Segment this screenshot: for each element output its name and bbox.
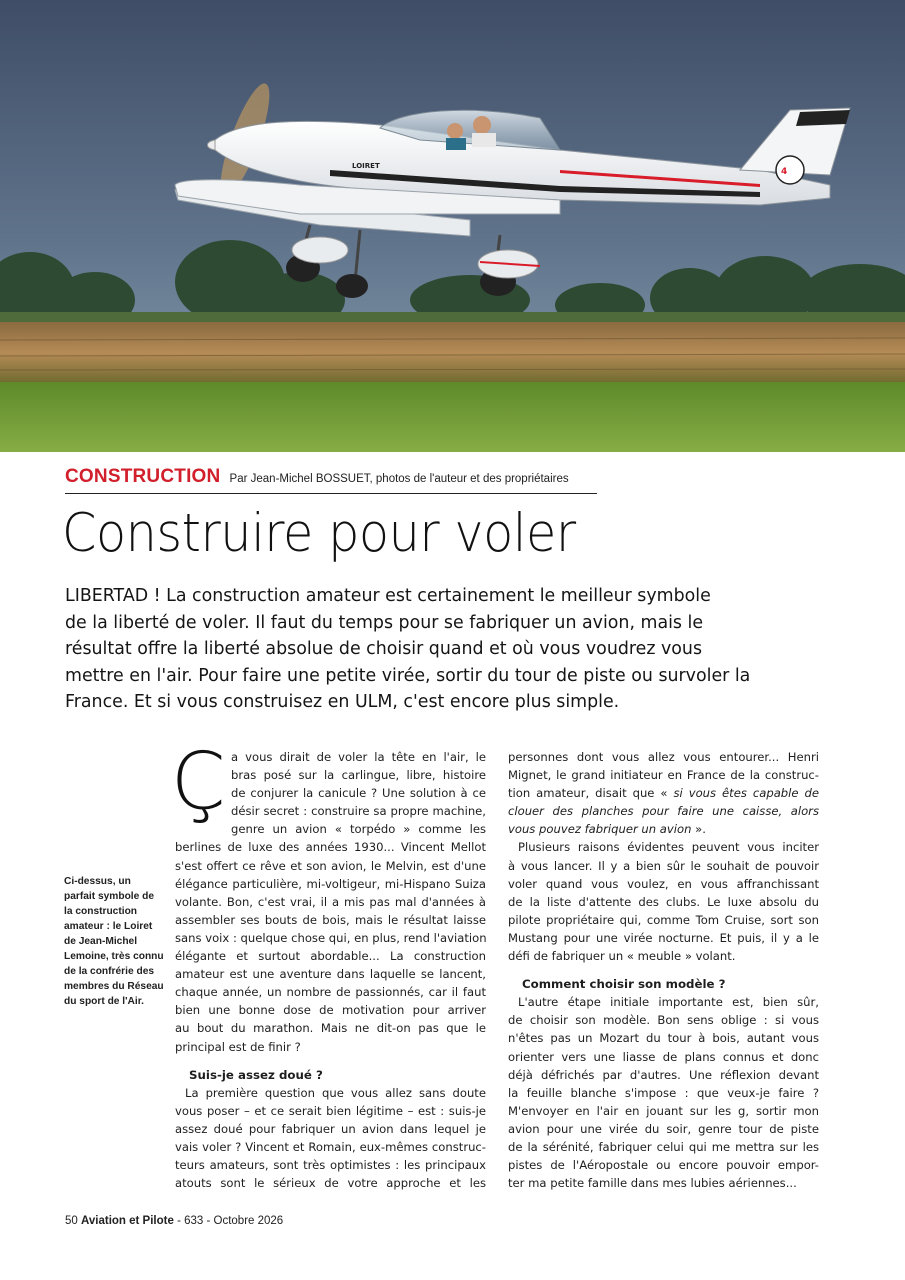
svg-text:4: 4 bbox=[781, 167, 788, 177]
text-line: L'autre étape initiale importante est, bien sûr, bbox=[518, 995, 819, 1010]
text-line: orienter vers une liasse de plans connus et donc bbox=[508, 1049, 819, 1064]
text-line: désir secret : construire sa propre machine, bbox=[231, 804, 486, 819]
lead-line: France. Et si vous construisez en ULM, c'est encore plus simple. bbox=[65, 692, 620, 712]
text-line: berlines de luxe des années 1930... Vincent Mellot bbox=[175, 840, 486, 855]
text-line: avion pour une virée du soir, genre tour de piste bbox=[508, 1121, 819, 1136]
text-line: voler quand vous voulez, en vous affranchissant bbox=[508, 876, 819, 891]
text-line: de choisir son modèle. Bon sens oblige : si vous bbox=[508, 1013, 819, 1028]
quote-line-end bbox=[508, 820, 819, 838]
text-line: bien une bonne dose de motivation pour arriver bbox=[175, 1003, 486, 1018]
text-line: de la liste d'attente des clubs. Le luxe absolu du bbox=[508, 894, 819, 909]
text-line: élégante et surtout abordable... La construction bbox=[175, 949, 486, 964]
text-line: vous poser – et ce serait bien légitime – est : suis-je bbox=[175, 1103, 486, 1118]
text-line: Mignet, le grand initiateur en France de la construc- bbox=[508, 768, 819, 783]
text-line: genre un avion « torpédo » comme les bbox=[231, 822, 486, 837]
lead-line: de la liberté de voler. Il faut du temps pour se fabriquer un avion, mais le bbox=[65, 612, 704, 633]
text-line: s'est offert ce rêve et son avion, le Melvin, est d'une bbox=[175, 858, 486, 873]
text-line: n'êtes pas un Mozart du tour à bois, autant vous bbox=[508, 1031, 819, 1046]
subheading: Suis-je assez doué ? bbox=[189, 1067, 323, 1082]
photo-caption: Ci-dessus, un parfait symbole de la construction amateur : le Loiret de Jean-Michel Lemoine, très connu de la confrérie des membres du Réseau du sport de l'Air. bbox=[64, 876, 164, 1007]
quote-fragment: si vous êtes capable de bbox=[673, 786, 819, 801]
text-line: M'envoyer en l'air en jouant sur les g, sortir mon bbox=[508, 1103, 819, 1118]
text-line: volante. Bon, c'est vrai, il a mis pas mal d'années à bbox=[175, 894, 486, 909]
lead-line: LIBERTAD ! La construction amateur est certainement le meilleur symbole bbox=[65, 586, 711, 606]
text-line: élégance particulière, mi-voltigeur, mi-Hispano Suiza bbox=[175, 876, 486, 891]
text-line: la feuille blanche s'impose : que veux-je faire ? bbox=[508, 1085, 819, 1100]
text-line: amateur est une aventure dans laquelle se lancent, bbox=[175, 967, 486, 982]
text-line: défi de fabriquer un « meuble » volant. bbox=[508, 949, 736, 964]
lead-line: résultat offre la liberté absolue de choisir quand et où vous voudrez vous bbox=[65, 639, 703, 659]
text-line: sans voix : quelque chose qui, en plus, rend l'aviation bbox=[175, 930, 487, 945]
dropcap-block bbox=[171, 737, 486, 838]
article-title-text: Construire pour voler bbox=[62, 503, 576, 564]
text-line: a vous dirait de voler la tête en l'air, le bbox=[231, 750, 486, 764]
text-line: principal est de finir ? bbox=[175, 1039, 301, 1054]
text-line: ter ma petite famille dans mes lubies aériennes... bbox=[508, 1176, 797, 1191]
text-fragment: tion amateur, disait que « bbox=[508, 786, 674, 801]
lead-line: mettre en l'air. Pour faire une petite virée, sortir du tour de piste ou survoler la bbox=[65, 665, 751, 686]
text-line: personnes dont vous allez vous entourer... Henri bbox=[508, 750, 819, 764]
text-line: pilote propriétaire qui, comme Tom Cruise, sort son bbox=[508, 912, 819, 927]
section-label: CONSTRUCTION bbox=[65, 466, 221, 487]
text-line: bras posé sur la carlingue, libre, histoire bbox=[231, 768, 486, 783]
dropcap: Ç bbox=[171, 737, 226, 827]
text-line: atouts sont le sérieux de votre approche et les bbox=[175, 1176, 486, 1191]
text-line: au bout du marathon. Mais ne dit-on pas que le bbox=[175, 1021, 486, 1036]
section-header bbox=[65, 466, 597, 494]
issue-info: - 633 - Octobre 2026 bbox=[177, 1215, 284, 1227]
publication-name: Aviation et Pilote bbox=[81, 1215, 174, 1227]
hero-photo bbox=[0, 0, 905, 452]
article-title bbox=[62, 503, 614, 564]
text-line: La première question que vous allez sans doute bbox=[185, 1085, 486, 1100]
text-line: Mustang pour une virée nocturne. Et puis, il y a le bbox=[508, 930, 819, 945]
text-line: vais voler ? Vincent et Romain, eux-mêmes construc- bbox=[175, 1139, 486, 1154]
quote-close: ». bbox=[691, 822, 706, 837]
text-line: à vous lancer. Il y a bien sûr le souhait de pouvoir bbox=[508, 858, 819, 873]
article-column-2 bbox=[508, 748, 819, 1192]
airplane-marking: LOIRET bbox=[352, 162, 380, 170]
text-line: assembler ses bouts de bois, mais le résultat laisse bbox=[175, 912, 486, 927]
text-line: déjà défrichés par d'autres. Une réflexion devant bbox=[508, 1067, 819, 1082]
subheading: Comment choisir son modèle ? bbox=[522, 977, 726, 992]
text-line: de conjurer la canicule ? Une solution à ce bbox=[231, 786, 486, 801]
page-number: 50 bbox=[65, 1215, 78, 1227]
text-line: assez doué pour fabriquer un avion dans lequel je bbox=[175, 1121, 486, 1136]
text-line: pistes de l'Aéropostale ou encore pouvoir empor- bbox=[508, 1158, 819, 1173]
airplane-photo bbox=[0, 0, 905, 452]
quote-fragment: vous pouvez fabriquer un avion bbox=[508, 822, 692, 837]
page-footer bbox=[65, 1215, 283, 1227]
byline: Par Jean-Michel BOSSUET, photos de l'auteur et des propriétaires bbox=[229, 473, 569, 485]
text-line: Plusieurs raisons évidentes peuvent vous inciter bbox=[518, 840, 819, 855]
text-line: teurs amateurs, sont très optimistes : les principaux bbox=[175, 1158, 486, 1173]
lead-paragraph bbox=[65, 583, 765, 716]
text-line: chaque année, un nombre de passionnés, car il faut bbox=[175, 985, 486, 1000]
text-line: de la sérénité, fabriquer celui qui me mettra sur les bbox=[508, 1139, 819, 1154]
quote-line: clouer des planches pour faire une caisse, alors bbox=[508, 804, 819, 819]
article-column-1 bbox=[171, 737, 487, 1192]
text-line-with-quote bbox=[508, 784, 819, 802]
